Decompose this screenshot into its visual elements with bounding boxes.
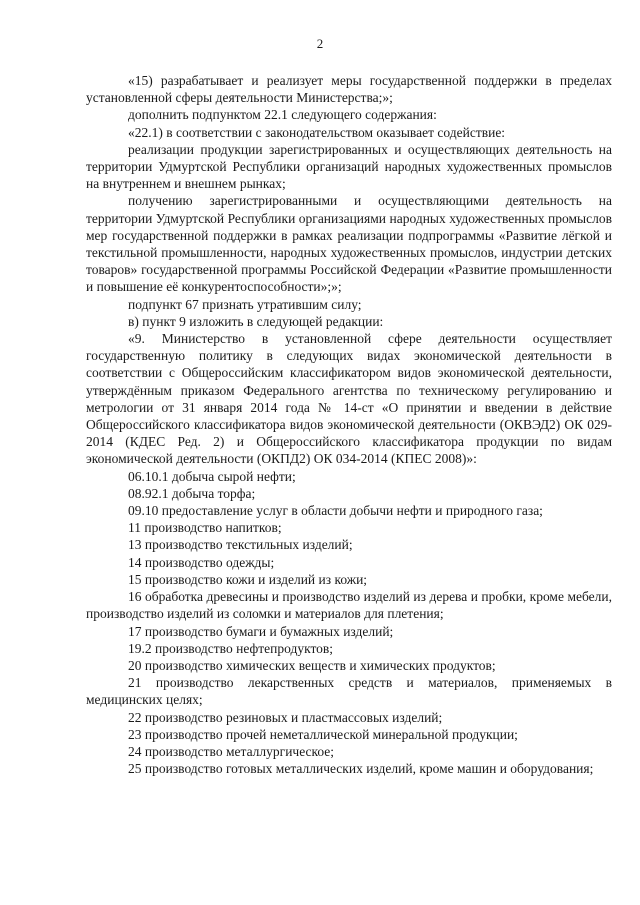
paragraph-sales-support: реализации продукции зарегистрированных и осуществляющих деятельность на территории Удмуртской Республики организаций народных художественных промыслов на внутреннем и внешнем рынках; <box>86 141 612 192</box>
okved-item: 11 производство напитков; <box>128 520 282 536</box>
okved-item: 22 производство резиновых и пластмассовых изделий; <box>128 709 443 725</box>
okved-item: 24 производство металлургическое; <box>128 743 335 759</box>
paragraph-add-subitem: дополнить подпунктом 22.1 следующего содержания: <box>128 107 437 123</box>
okved-item: 09.10 предоставление услуг в области добычи нефти и природного газа; <box>128 503 543 519</box>
okved-item: 14 производство одежды; <box>128 554 275 570</box>
okved-item: 16 обработка древесины и производство изделий из дерева и пробки, кроме мебели, производство изделий из соломки и материалов для плетения; <box>86 589 612 622</box>
okved-item: 25 производство готовых металлических изделий, кроме машин и оборудования; <box>128 761 594 777</box>
okved-item: 08.92.1 добыча торфа; <box>128 485 256 501</box>
okved-item: 13 производство текстильных изделий; <box>128 537 353 553</box>
okved-item: 21 производство лекарственных средств и материалов, применяемых в медицинских целях; <box>86 675 612 708</box>
okved-item: 19.2 производство нефтепродуктов; <box>128 640 334 656</box>
okved-item: 23 производство прочей неметаллической минеральной продукции; <box>128 726 518 742</box>
paragraph-item-22-1: «22.1) в соответствии с законодательством оказывает содействие: <box>128 124 506 140</box>
okved-item: 20 производство химических веществ и химических продуктов; <box>128 657 496 673</box>
okved-item: 15 производство кожи и изделий из кожи; <box>128 571 368 587</box>
okved-item: 06.10.1 добыча сырой нефти; <box>128 468 296 484</box>
document-body <box>86 72 612 777</box>
paragraph-item-15: «15) разрабатывает и реализует меры государственной поддержки в пределах установленной сферы деятельности Министерства;»; <box>86 73 612 106</box>
paragraph-state-support: получению зарегистрированными и осуществляющими деятельность на территории Удмуртской Республики организациями народных художественных промыслов мер государственной поддержки в рамках реализации подпрограммы «Развитие лёгкой и текстильной промышленности, народных художественных промыслов, индустрии детских товаров» государственной программы Российской Федерации «Развитие промышленности и повышение её конкурентоспособности»;»; <box>86 193 612 295</box>
okved-item: 17 производство бумаги и бумажных изделий; <box>128 623 394 639</box>
paragraph-item-9-text: «9. Министерство в установленной сфере деятельности осуществляет государственную политику в следующих видах экономической деятельности в соответствии с Общероссийским классификатором видов экономической деятельности, утверждённым приказом Федерального агентства по техническому регулированию и метрологии от 31 января 2014 года № 14-ст «О принятии и введении в действие Общероссийского классификатора видов экономической деятельности (ОКВЭД2) ОК 029-2014 (КДЕС Ред. 2) и Общероссийского классификатора продукции по видам экономической деятельности (ОКПД2) ОК 034-2014 (КПЕС 2008)»: <box>86 331 612 467</box>
paragraph-item-67-void: подпункт 67 признать утратившим силу; <box>128 296 362 312</box>
paragraph-item-9-new: в) пункт 9 изложить в следующей редакции: <box>128 313 384 329</box>
page-number: 2 <box>316 36 324 51</box>
